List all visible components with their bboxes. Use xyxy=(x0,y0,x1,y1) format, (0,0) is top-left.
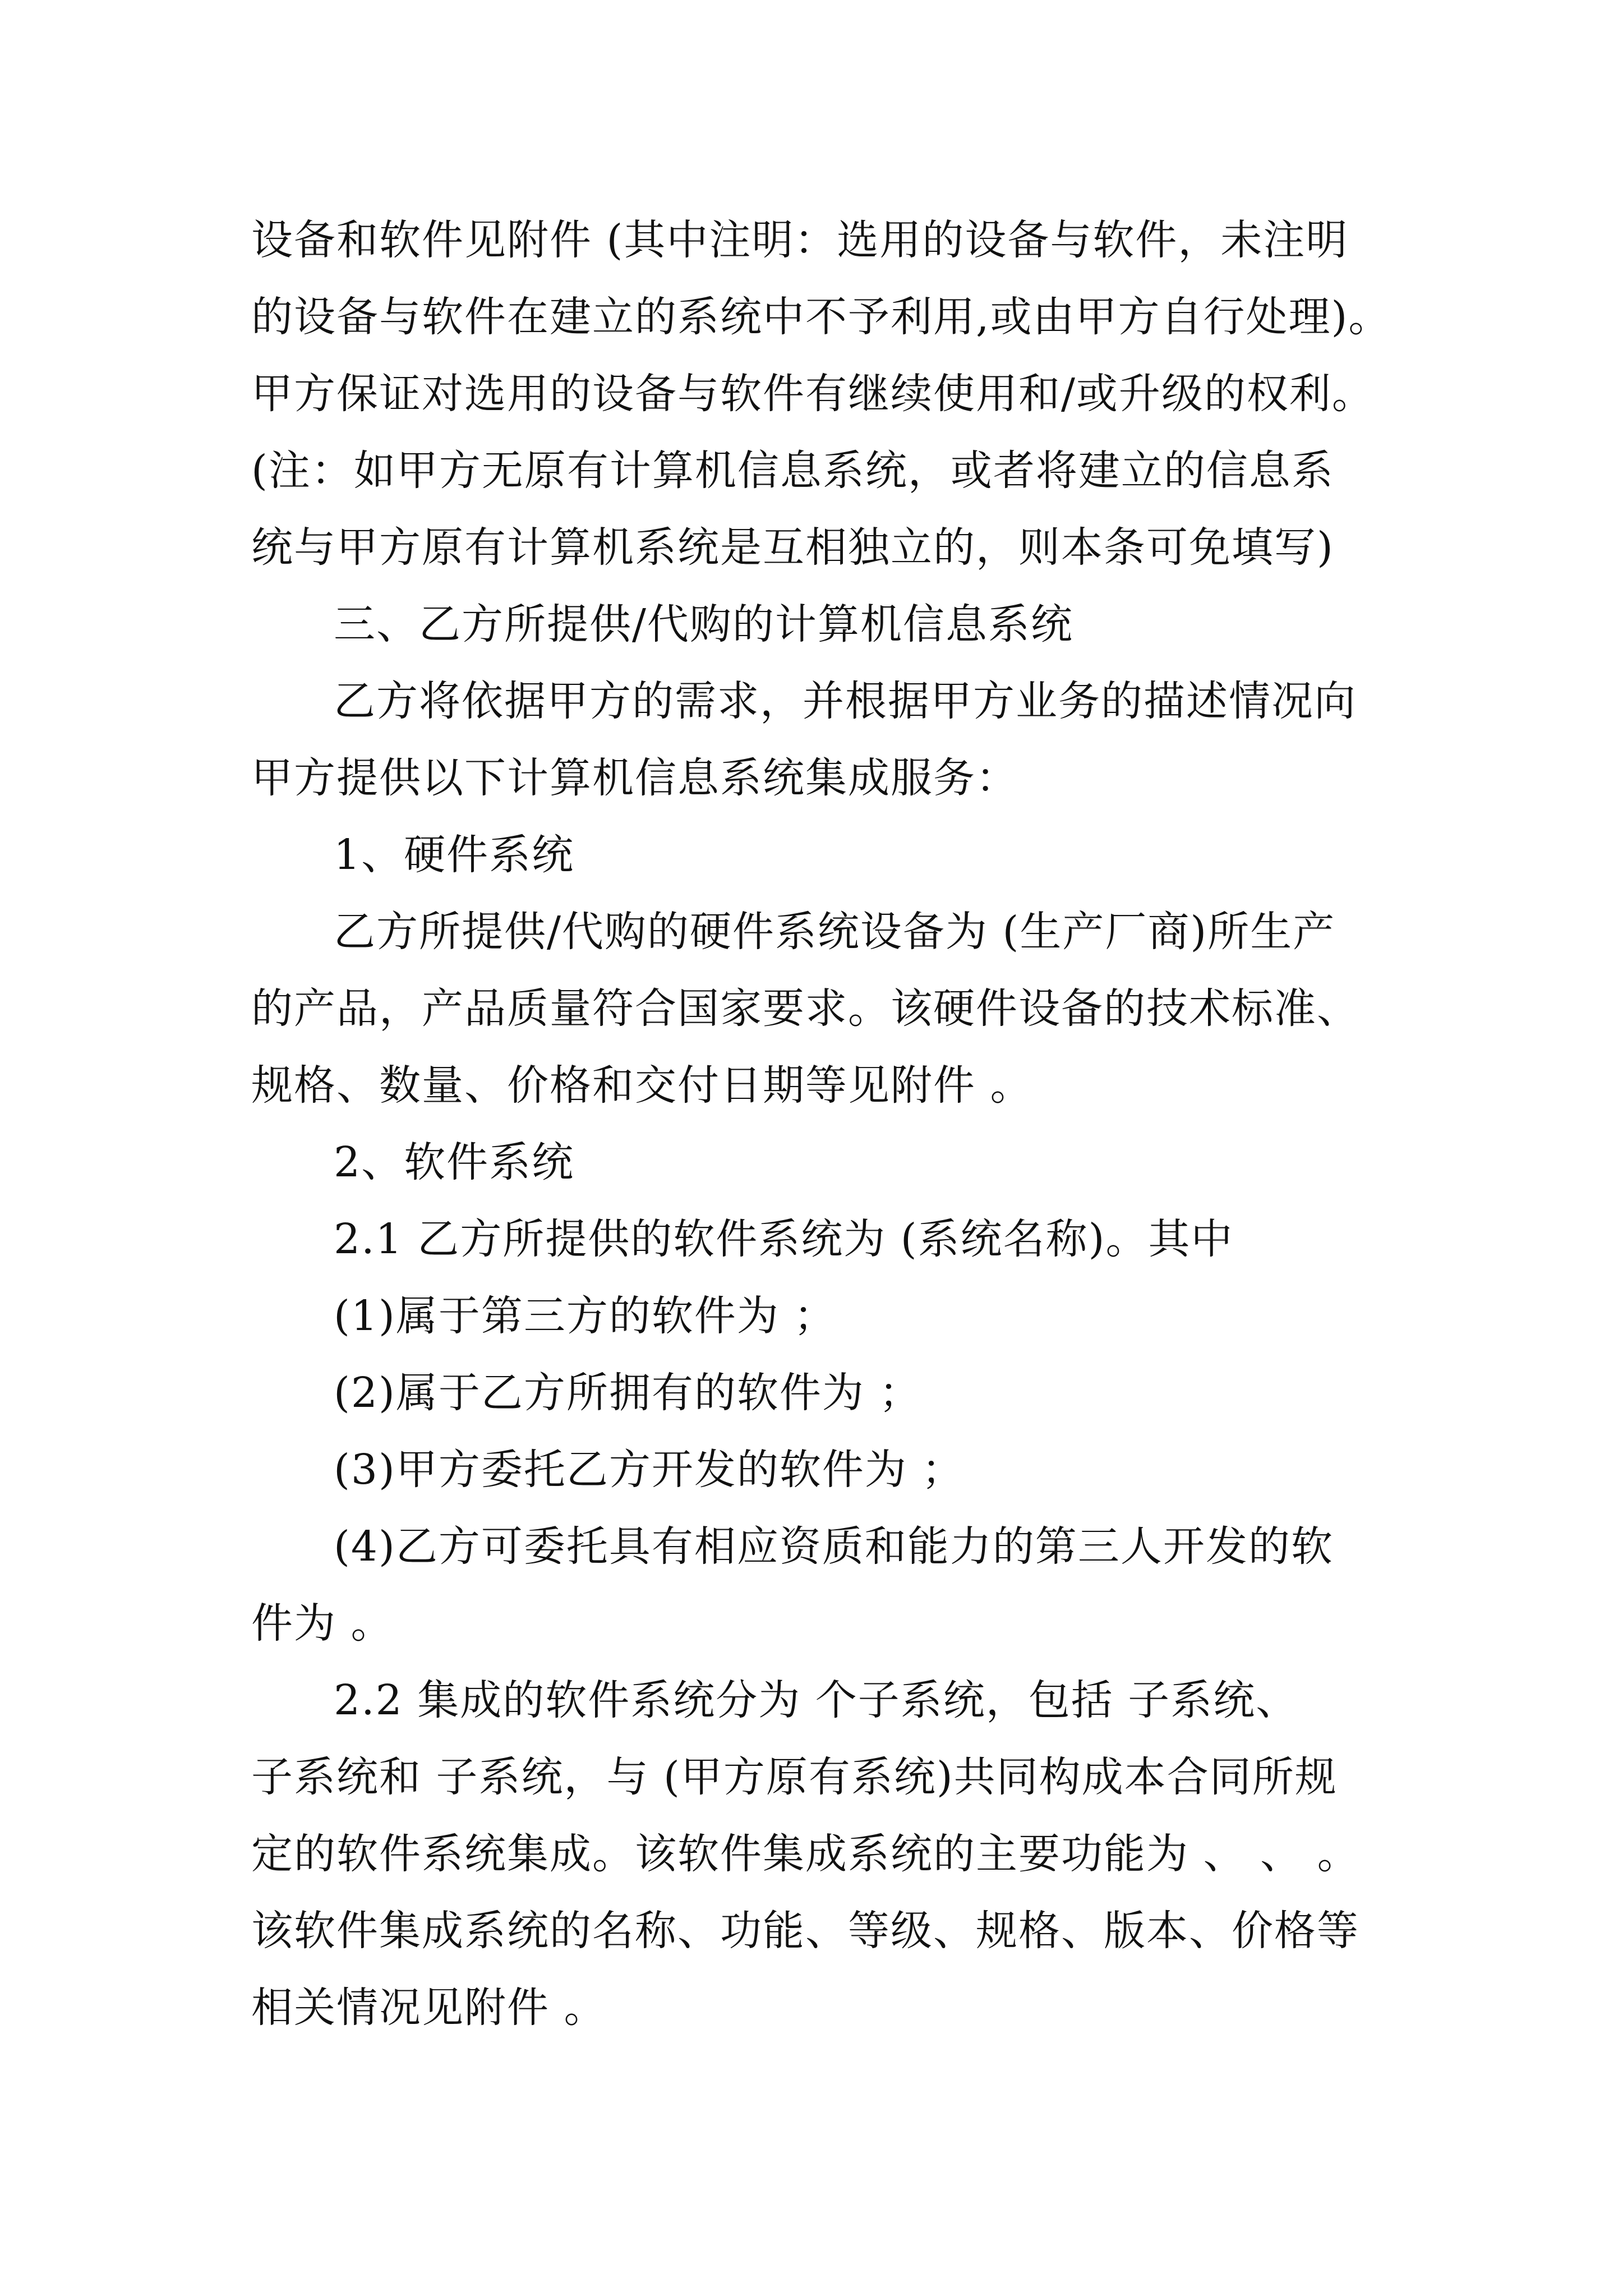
list-item: (2)属于乙方所拥有的软件为 ； xyxy=(334,1369,922,1417)
subsection-heading: 1、硬件系统 xyxy=(334,831,575,879)
paragraph-line: 2.1 乙方所提供的软件系统为 (系统名称)。其中 xyxy=(334,1215,1234,1263)
subsection-heading: 2、软件系统 xyxy=(334,1138,575,1186)
paragraph-line: 设备和软件见附件 (其中注明：选用的设备与软件，未注明 xyxy=(251,216,1349,264)
paragraph-line: 规格、数量、价格和交付日期等见附件 。 xyxy=(251,1061,1033,1110)
paragraph-line: 乙方所提供/代购的硬件系统设备为 (生产厂商)所生产 xyxy=(334,908,1336,956)
paragraph-line: 该软件集成系统的名称、功能、等级、规格、版本、价格等 xyxy=(251,1907,1359,1955)
paragraph-line: 相关情况见附件 。 xyxy=(251,1984,607,2032)
paragraph-line: 的产品，产品质量符合国家要求。该硬件设备的技术标准、 xyxy=(251,984,1359,1033)
list-item: (1)属于第三方的软件为 ； xyxy=(334,1292,837,1340)
paragraph-line: 的设备与软件在建立的系统中不予利用,或由甲方自行处理)。 xyxy=(251,293,1391,341)
paragraph-line: 子系统和 子系统，与 (甲方原有系统)共同构成本合同所规 xyxy=(251,1753,1338,1801)
paragraph-line: 甲方保证对选用的设备与软件有继续使用和/或升级的权利。 xyxy=(251,370,1375,418)
paragraph-line: 乙方将依据甲方的需求，并根据甲方业务的描述情况向 xyxy=(334,677,1357,725)
section-heading: 三、乙方所提供/代购的计算机信息系统 xyxy=(334,600,1073,648)
paragraph-line: 件为 。 xyxy=(251,1599,394,1648)
paragraph-line: 统与甲方原有计算机系统是互相独立的，则本条可免填写) xyxy=(251,523,1334,572)
paragraph-line: 定的软件系统集成。该软件集成系统的主要功能为 、 、 。 xyxy=(251,1830,1360,1878)
paragraph-line: 2.2 集成的软件系统分为 个子系统，包括 子系统、 xyxy=(334,1676,1299,1724)
list-item: (3)甲方委托乙方开发的软件为 ； xyxy=(334,1446,965,1494)
paragraph-line: 甲方提供以下计算机信息系统集成服务： xyxy=(251,754,1018,802)
list-item: (4)乙方可委托具有相应资质和能力的第三人开发的软 xyxy=(334,1522,1334,1571)
paragraph-line: (注：如甲方无原有计算机信息系统，或者将建立的信息系 xyxy=(251,447,1334,495)
